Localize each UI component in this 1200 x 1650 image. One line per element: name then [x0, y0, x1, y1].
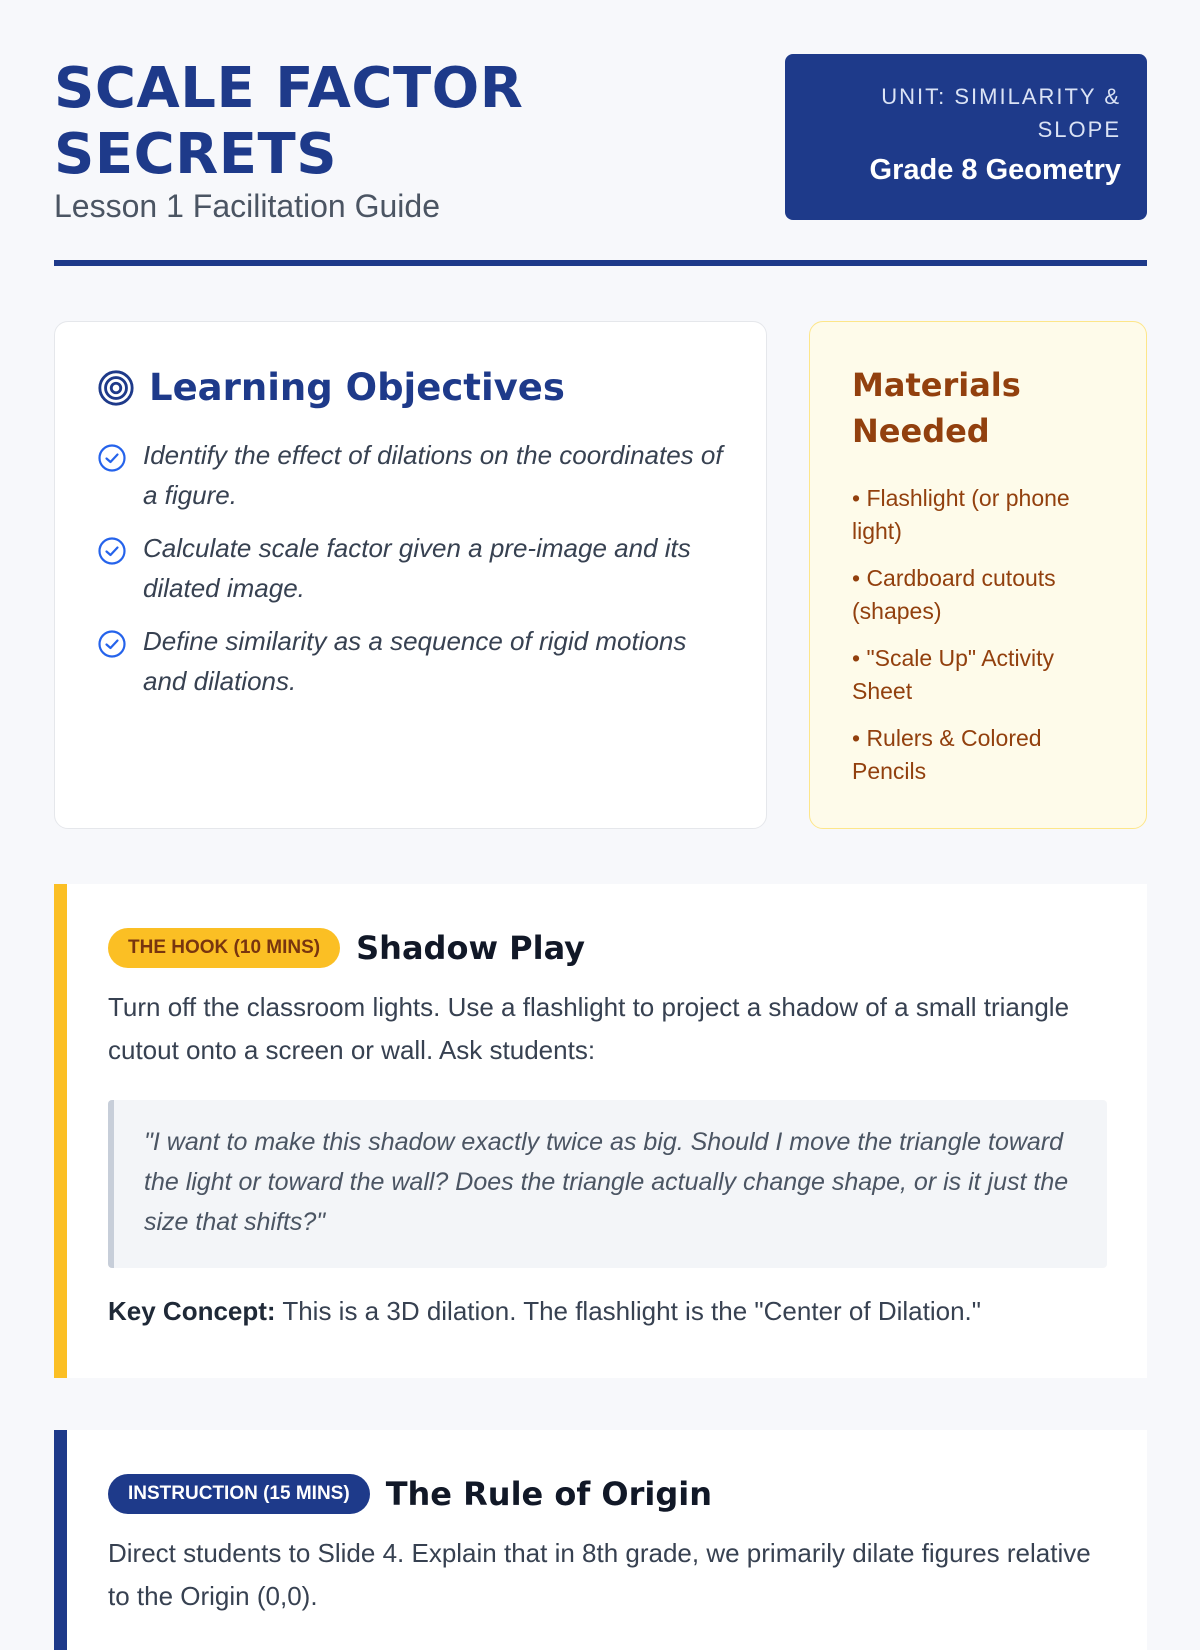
objective-text: Identify the effect of dilations on the coordinates of a figure. — [143, 440, 723, 510]
header — [54, 0, 1147, 268]
objectives-title: Learning Objectives — [149, 366, 565, 409]
objective-item — [97, 528, 724, 608]
target-icon — [97, 369, 135, 407]
hook-header — [108, 928, 1107, 968]
instruction-title: The Rule of Origin — [385, 1475, 713, 1513]
material-item: • Flashlight (or phone light) — [852, 485, 1070, 544]
learning-objectives-card — [54, 321, 767, 829]
materials-title: Materials Needed — [852, 366, 1021, 450]
unit-label: UNIT: SIMILARITY & SLOPE — [881, 84, 1121, 142]
key-concept-label: Key Concept: — [108, 1296, 276, 1326]
page-subtitle: Lesson 1 Facilitation Guide — [54, 188, 440, 224]
instruction-accent-bar — [54, 1430, 67, 1650]
hook-text: Turn off the classroom lights. Use a flashlight to project a shadow of a small triangle cutout onto a screen or wall. Ask students: — [108, 992, 1070, 1065]
check-circle-icon — [97, 443, 127, 473]
check-circle-icon — [97, 629, 127, 659]
objective-item — [97, 435, 724, 515]
hook-badge: THE HOOK (10 MINS) — [108, 928, 340, 968]
material-item: • Cardboard cutouts (shapes) — [852, 565, 1056, 624]
instruction-header — [108, 1474, 1107, 1514]
key-concept-text: This is a 3D dilation. The flashlight is the "Center of Dilation." — [275, 1296, 981, 1326]
lesson-guide-page — [54, 0, 1147, 1611]
instruction-text: Direct students to Slide 4. Explain that in 8th grade, we primarily dilate figures relative to the Origin (0,0). — [108, 1538, 1091, 1611]
grade-label: Grade 8 Geometry — [869, 154, 1121, 186]
objectives-header — [97, 366, 724, 409]
objective-text: Calculate scale factor given a pre-image and its dilated image. — [143, 533, 691, 603]
unit-badge — [785, 54, 1147, 220]
check-circle-icon — [97, 536, 127, 566]
instruction-section — [54, 1430, 1147, 1650]
header-divider — [54, 260, 1147, 266]
instruction-badge: INSTRUCTION (15 MINS) — [108, 1474, 370, 1514]
material-item: • Rulers & Colored Pencils — [852, 725, 1042, 784]
hook-title: Shadow Play — [356, 929, 586, 967]
hook-quote: "I want to make this shadow exactly twice as big. Should I move the triangle toward the light or toward the wall? Does the triangle actually change shape, or is it just the size that shifts?" — [108, 1100, 1107, 1268]
page-title: SCALE FACTOR SECRETS — [54, 56, 524, 187]
objective-text: Define similarity as a sequence of rigid motions and dilations. — [143, 626, 687, 696]
materials-card — [809, 321, 1147, 829]
key-concept — [108, 1290, 1107, 1333]
hook-section — [54, 884, 1147, 1378]
objective-item — [97, 621, 724, 701]
hook-accent-bar — [54, 884, 67, 1378]
material-item: • "Scale Up" Activity Sheet — [852, 645, 1055, 704]
